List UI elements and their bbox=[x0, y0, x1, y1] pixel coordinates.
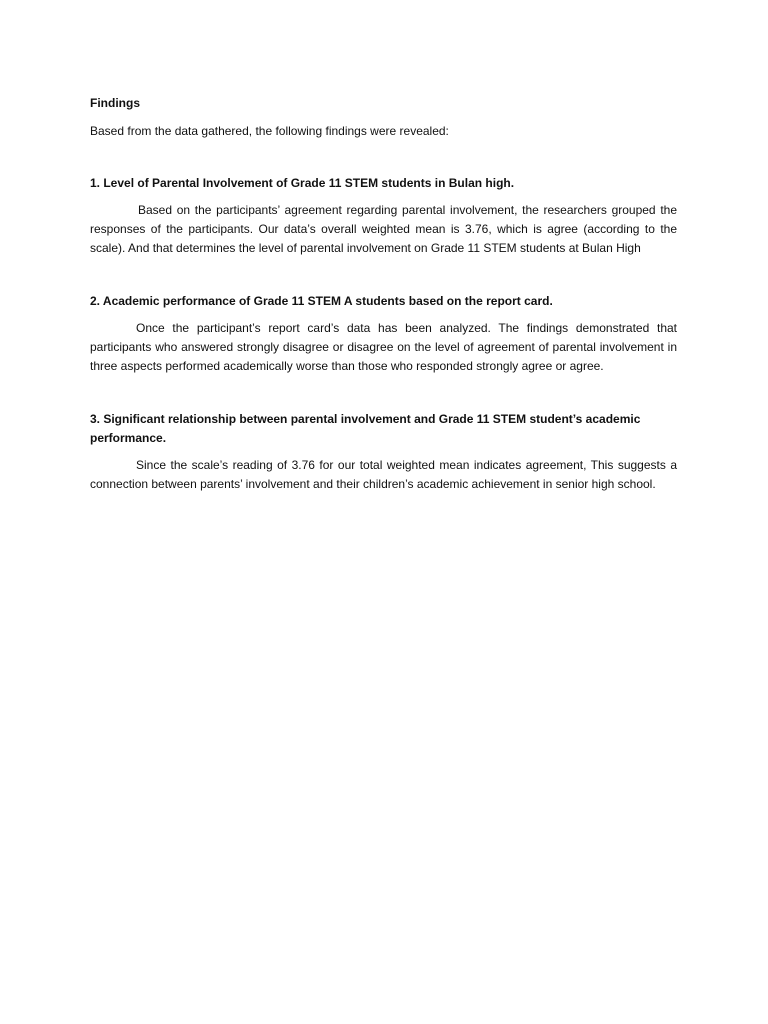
finding-section-1 bbox=[90, 174, 677, 258]
document-page bbox=[90, 94, 677, 528]
finding-section-3 bbox=[90, 410, 677, 494]
finding-body-1: Based on the participants’ agreement regarding parental involvement, the researchers grouped the responses of the participants. Our data’s overall weighted mean is 3.76, which is agree (according to the scale). And that determines the level of parental involvement on Grade 11 STEM students at Bulan High bbox=[90, 203, 677, 255]
finding-body-3: Since the scale’s reading of 3.76 for our total weighted mean indicates agreement, This suggests a connection between parents’ involvement and their children’s academic achievement in senior high school. bbox=[90, 458, 677, 491]
finding-section-2 bbox=[90, 292, 677, 376]
finding-body-2: Once the participant’s report card’s data has been analyzed. The findings demonstrated that participants who answered strongly disagree or disagree on the level of agreement of parental involvement in three aspects performed academically worse than those who responded strongly agree or agree. bbox=[90, 321, 677, 373]
finding-title-1: 1. Level of Parental Involvement of Grade 11 STEM students in Bulan high. bbox=[90, 176, 515, 190]
finding-title-2: 2. Academic performance of Grade 11 STEM A students based on the report card. bbox=[90, 294, 553, 308]
intro-paragraph: Based from the data gathered, the following findings were revealed: bbox=[90, 124, 449, 138]
finding-title-3: 3. Significant relationship between parental involvement and Grade 11 STEM student’s academic performance. bbox=[90, 412, 641, 445]
document-heading: Findings bbox=[90, 96, 140, 110]
